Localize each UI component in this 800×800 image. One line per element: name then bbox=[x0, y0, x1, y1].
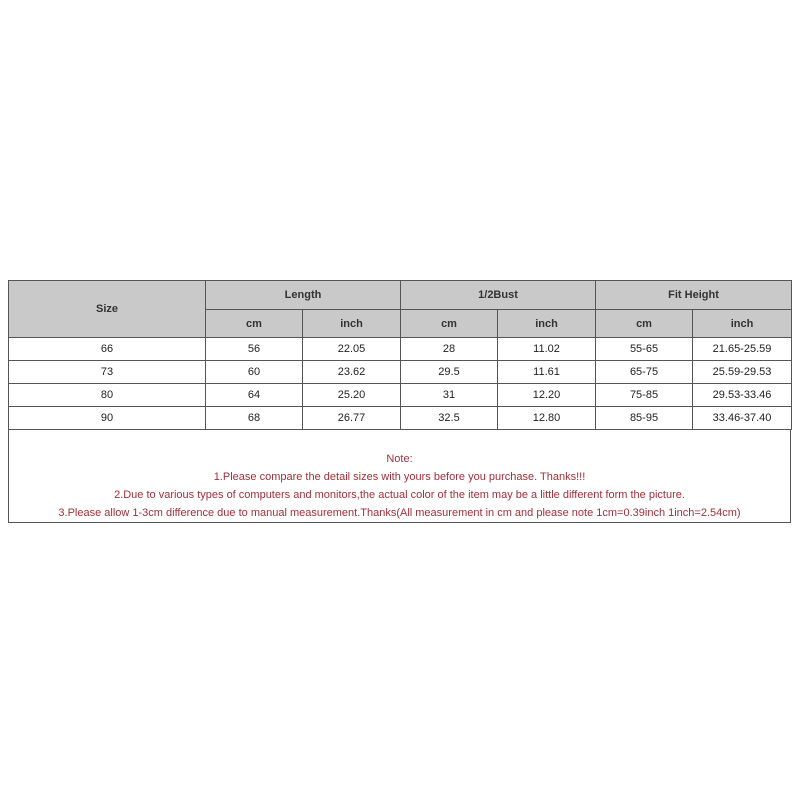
length-cm-cell: 60 bbox=[206, 361, 303, 384]
notes-box bbox=[8, 430, 791, 523]
note-line-1: 1.Please compare the detail sizes with yours before you purchase. Thanks!!! bbox=[213, 471, 586, 483]
fit-height-cm-cell: 75-85 bbox=[596, 384, 693, 407]
table-row bbox=[9, 361, 792, 384]
size-cell: 66 bbox=[9, 338, 206, 361]
length-cm-cell: 56 bbox=[206, 338, 303, 361]
note-title: Note: bbox=[386, 453, 413, 465]
bust-inch-header: inch bbox=[498, 310, 596, 338]
bust-cm-cell: 28 bbox=[401, 338, 498, 361]
fit-height-inch-cell: 21.65-25.59 bbox=[693, 338, 792, 361]
fit-height-inch-cell: 33.46-37.40 bbox=[693, 407, 792, 430]
bust-inch-cell: 12.80 bbox=[498, 407, 596, 430]
bust-inch-cell: 11.61 bbox=[498, 361, 596, 384]
bust-inch-cell: 12.20 bbox=[498, 384, 596, 407]
length-inch-cell: 26.77 bbox=[303, 407, 401, 430]
bust-cm-cell: 32.5 bbox=[401, 407, 498, 430]
bust-inch-cell: 11.02 bbox=[498, 338, 596, 361]
length-inch-cell: 22.05 bbox=[303, 338, 401, 361]
bust-cm-cell: 29.5 bbox=[401, 361, 498, 384]
size-cell: 90 bbox=[9, 407, 206, 430]
fit-height-header: Fit Height bbox=[596, 281, 792, 310]
header-row-groups bbox=[9, 281, 792, 310]
table-row bbox=[9, 338, 792, 361]
fit-height-inch-cell: 29.53-33.46 bbox=[693, 384, 792, 407]
bust-header: 1/2Bust bbox=[401, 281, 596, 310]
note-line-3: 3.Please allow 1-3cm difference due to manual measurement.Thanks(All measurement in cm and please note 1cm=0.39inch 1inch=2.54cm) bbox=[58, 507, 741, 519]
size-cell: 73 bbox=[9, 361, 206, 384]
size-cell: 80 bbox=[9, 384, 206, 407]
length-cm-header: cm bbox=[206, 310, 303, 338]
size-table bbox=[8, 280, 792, 430]
fit-height-cm-header: cm bbox=[596, 310, 693, 338]
fit-height-inch-cell: 25.59-29.53 bbox=[693, 361, 792, 384]
note-line-2: 2.Due to various types of computers and monitors,the actual color of the item may be a little different form the picture. bbox=[114, 489, 685, 501]
bust-cm-cell: 31 bbox=[401, 384, 498, 407]
size-chart bbox=[8, 280, 791, 523]
bust-cm-header: cm bbox=[401, 310, 498, 338]
table-row bbox=[9, 407, 792, 430]
length-header: Length bbox=[206, 281, 401, 310]
fit-height-cm-cell: 65-75 bbox=[596, 361, 693, 384]
fit-height-inch-header: inch bbox=[693, 310, 792, 338]
length-inch-header: inch bbox=[303, 310, 401, 338]
fit-height-cm-cell: 85-95 bbox=[596, 407, 693, 430]
length-cm-cell: 68 bbox=[206, 407, 303, 430]
table-row bbox=[9, 384, 792, 407]
length-cm-cell: 64 bbox=[206, 384, 303, 407]
length-inch-cell: 25.20 bbox=[303, 384, 401, 407]
size-header: Size bbox=[9, 281, 206, 338]
fit-height-cm-cell: 55-65 bbox=[596, 338, 693, 361]
length-inch-cell: 23.62 bbox=[303, 361, 401, 384]
